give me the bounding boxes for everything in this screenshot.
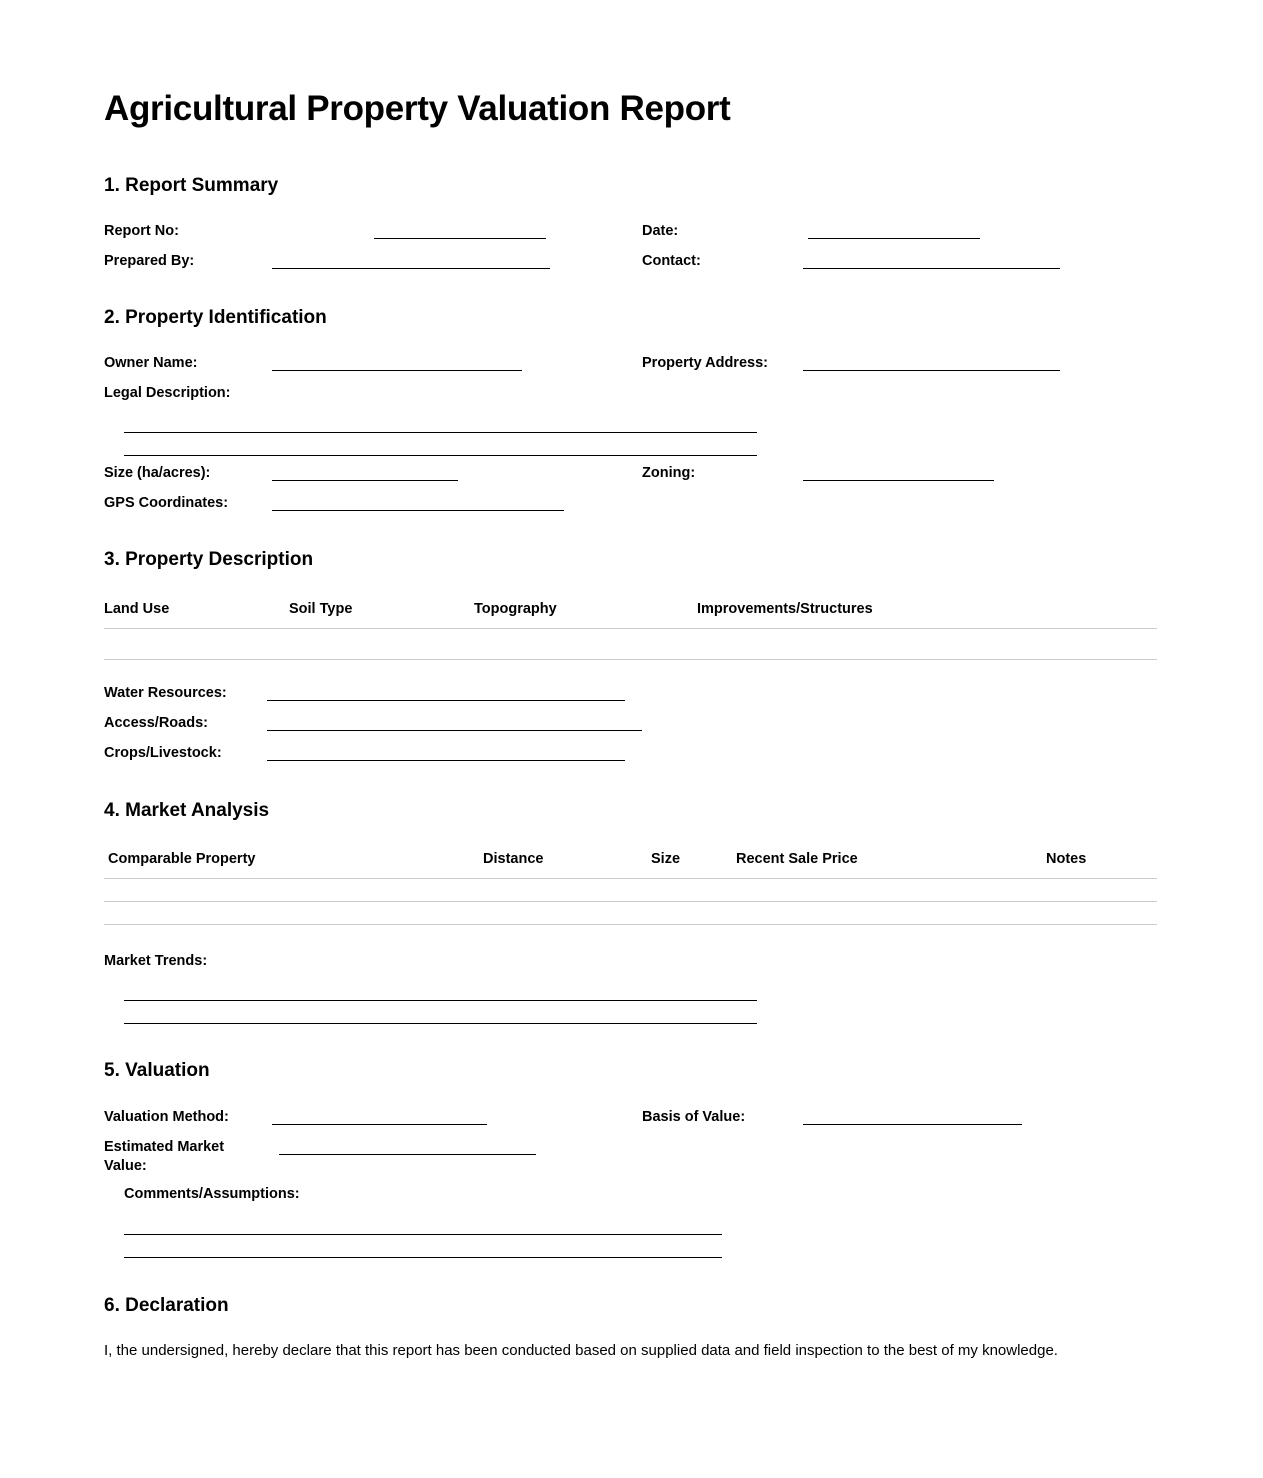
field-row-prepared-by-contact [104, 251, 1159, 281]
label-gps-coordinates: GPS Coordinates: [104, 494, 229, 511]
label-zoning: Zoning: [642, 464, 696, 481]
cell-topography[interactable] [474, 628, 697, 659]
table-row[interactable] [104, 628, 1157, 659]
label-legal-description: Legal Description: [104, 384, 231, 401]
label-date: Date: [642, 223, 679, 240]
cell-notes[interactable] [1046, 902, 1157, 925]
field-row-report-no-date [104, 221, 1159, 251]
field-row-valuation-method [104, 1107, 1159, 1137]
field-row-market-trends-lines [104, 982, 1159, 1031]
cell-comparable-property[interactable] [104, 902, 483, 925]
label-owner-name: Owner Name: [104, 354, 198, 371]
cell-size[interactable] [651, 902, 736, 925]
table-header-row [104, 851, 1157, 879]
cell-distance[interactable] [483, 902, 651, 925]
input-access-roads[interactable] [267, 730, 642, 731]
field-row-comments-lines [104, 1216, 1159, 1265]
cell-size[interactable] [651, 879, 736, 902]
input-owner-name[interactable] [272, 370, 522, 371]
cell-land-use[interactable] [104, 628, 289, 659]
label-estimated-market-value-line-1: Estimated Market [104, 1139, 225, 1156]
label-access-roads: Access/Roads: [104, 714, 208, 731]
table-row[interactable] [104, 879, 1157, 902]
column-header-notes: Notes [1046, 851, 1157, 879]
field-row-owner-address [104, 353, 1159, 383]
input-gps-coordinates[interactable] [272, 510, 564, 511]
table-header-row [104, 601, 1157, 629]
label-property-address: Property Address: [642, 354, 768, 371]
document-content [104, 0, 1159, 1361]
field-row-legal-description [104, 383, 1159, 414]
market-analysis-table [104, 851, 1157, 925]
label-market-trends: Market Trends: [104, 953, 208, 970]
column-header-size: Size [651, 851, 736, 879]
section-heading-market-analysis: 4. Market Analysis [104, 799, 270, 821]
cell-recent-sale-price[interactable] [736, 879, 1046, 902]
input-property-address[interactable] [803, 370, 1060, 371]
input-market-trends-line-2[interactable] [124, 1023, 757, 1024]
field-row-access-roads [104, 713, 1159, 743]
label-crops-livestock: Crops/Livestock: [104, 744, 222, 761]
input-legal-description-line-2[interactable] [124, 455, 757, 456]
input-valuation-method[interactable] [272, 1124, 487, 1125]
table-row[interactable] [104, 902, 1157, 925]
input-report-no[interactable] [374, 238, 546, 239]
section-heading-report-summary: 1. Report Summary [104, 175, 279, 197]
column-header-improvements: Improvements/Structures [697, 601, 1157, 629]
label-valuation-method: Valuation Method: [104, 1109, 229, 1126]
field-row-legal-description-lines [104, 414, 1159, 463]
field-row-size-zoning [104, 463, 1159, 493]
input-market-trends-line-1[interactable] [124, 1000, 757, 1001]
input-water-resources[interactable] [267, 700, 625, 701]
input-zoning[interactable] [803, 480, 994, 481]
label-basis-of-value: Basis of Value: [642, 1109, 746, 1126]
cell-recent-sale-price[interactable] [736, 902, 1046, 925]
input-estimated-market-value[interactable] [279, 1154, 536, 1155]
label-comments-assumptions: Comments/Assumptions: [124, 1186, 300, 1203]
section-heading-declaration: 6. Declaration [104, 1295, 229, 1317]
input-legal-description-line-1[interactable] [124, 432, 757, 433]
page-title: Agricultural Property Valuation Report [104, 89, 731, 128]
declaration-paragraph: I, the undersigned, hereby declare that this report has been conducted based on supplied data and field inspection to the best of my knowledge. [104, 1342, 1058, 1360]
field-row-gps [104, 493, 1159, 523]
input-size[interactable] [272, 480, 458, 481]
column-header-distance: Distance [483, 851, 651, 879]
label-prepared-by: Prepared By: [104, 253, 195, 270]
input-crops-livestock[interactable] [267, 760, 625, 761]
column-header-soil-type: Soil Type [289, 601, 474, 629]
column-header-recent-sale-price: Recent Sale Price [736, 851, 1046, 879]
input-comments-line-1[interactable] [124, 1234, 722, 1235]
label-estimated-market-value-line-2: Value: [104, 1158, 147, 1175]
label-contact: Contact: [642, 253, 701, 270]
input-comments-line-2[interactable] [124, 1257, 722, 1258]
column-header-topography: Topography [474, 601, 697, 629]
property-description-table [104, 601, 1157, 660]
input-basis-of-value[interactable] [803, 1124, 1022, 1125]
field-row-market-trends [104, 951, 1159, 982]
field-row-water-resources [104, 683, 1159, 713]
section-heading-valuation: 5. Valuation [104, 1060, 210, 1082]
column-header-comparable-property: Comparable Property [104, 851, 483, 879]
label-report-no: Report No: [104, 223, 179, 240]
label-water-resources: Water Resources: [104, 684, 227, 701]
section-heading-property-description: 3. Property Description [104, 548, 314, 570]
input-prepared-by[interactable] [272, 268, 550, 269]
cell-distance[interactable] [483, 879, 651, 902]
column-header-land-use: Land Use [104, 601, 289, 629]
section-heading-property-identification: 2. Property Identification [104, 307, 327, 329]
cell-soil-type[interactable] [289, 628, 474, 659]
input-contact[interactable] [803, 268, 1060, 269]
field-row-comments-assumptions [104, 1184, 1159, 1216]
cell-improvements[interactable] [697, 628, 1157, 659]
field-row-crops-livestock [104, 743, 1159, 773]
label-size: Size (ha/acres): [104, 464, 211, 481]
cell-comparable-property[interactable] [104, 879, 483, 902]
cell-notes[interactable] [1046, 879, 1157, 902]
input-date[interactable] [808, 238, 980, 239]
field-row-estimated-market-value [104, 1137, 1159, 1184]
